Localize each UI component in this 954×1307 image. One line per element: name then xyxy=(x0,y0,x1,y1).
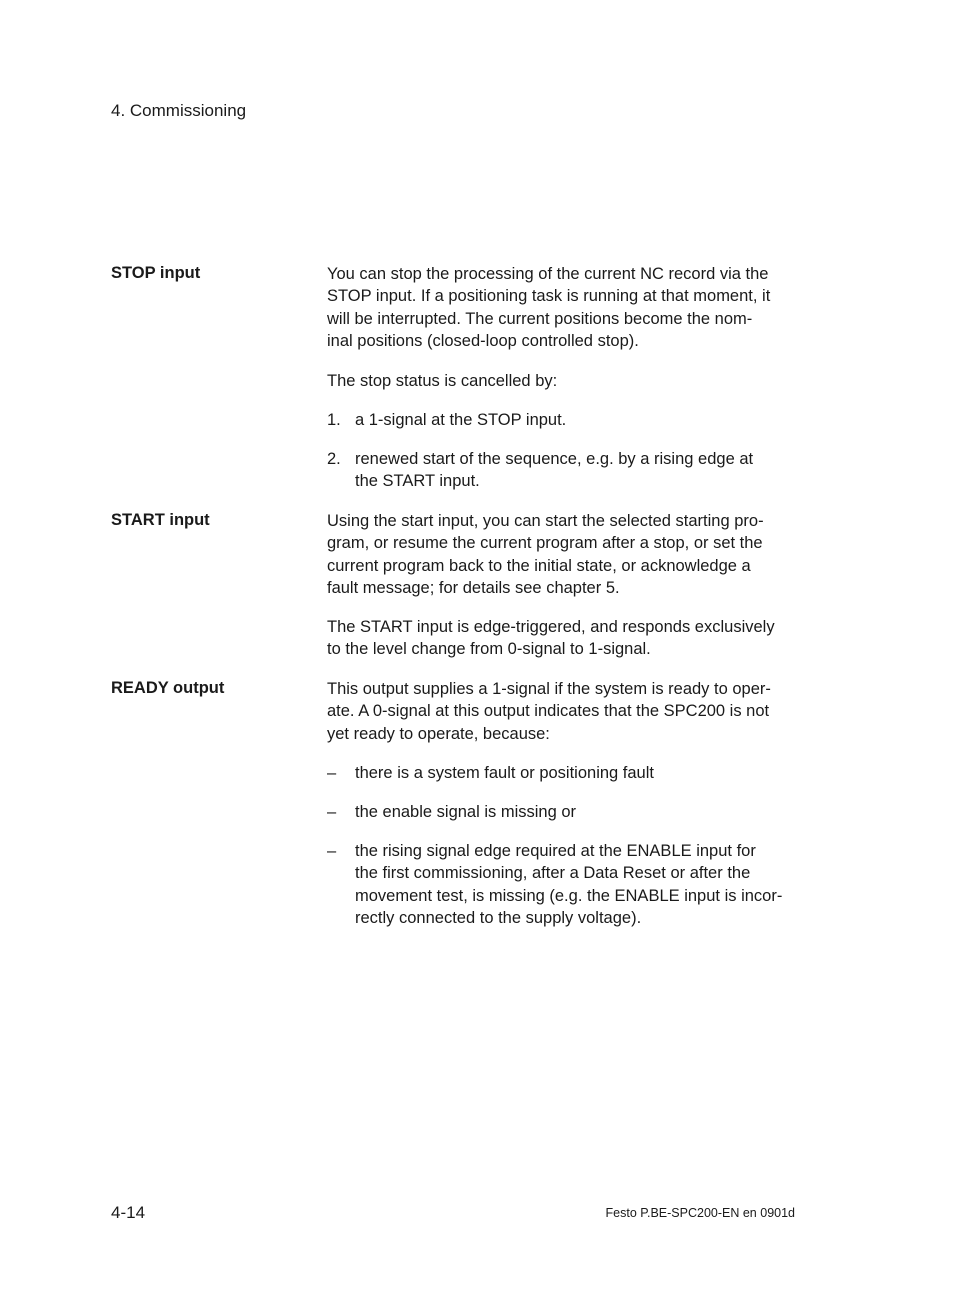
list-text xyxy=(355,448,807,493)
text-line: the rising signal edge required at the ENABLE input for xyxy=(355,842,756,860)
list-text xyxy=(355,840,807,930)
text-line: current program back to the initial state, or acknowledge a xyxy=(327,556,751,575)
list-marker: 1. xyxy=(327,411,341,429)
ready-output-heading: READY output xyxy=(111,679,225,697)
list-text: a 1-signal at the STOP input. xyxy=(355,411,567,429)
text-line: the START input. xyxy=(355,472,480,491)
start-edge-note xyxy=(327,616,807,661)
text-line: This output supplies a 1-signal if the system is ready to oper- xyxy=(327,680,771,698)
list-marker: – xyxy=(327,842,337,860)
list-item xyxy=(327,762,807,784)
list-item xyxy=(327,448,807,493)
stop-cancel-intro xyxy=(327,370,807,392)
text-line: Using the start input, you can start the selected starting pro- xyxy=(327,512,764,530)
stop-description xyxy=(327,263,807,353)
list-text: there is a system fault or positioning fault xyxy=(355,764,654,782)
list-item xyxy=(327,409,807,431)
text-line: The stop status is cancelled by: xyxy=(327,372,558,390)
text-line: will be interrupted. The current positions become the nom- xyxy=(327,309,753,328)
start-input-heading: START input xyxy=(111,511,210,529)
text-line: ate. A 0-signal at this output indicates that the SPC200 is not xyxy=(327,702,770,721)
list-item xyxy=(327,801,807,823)
list-marker: – xyxy=(327,764,337,782)
start-description xyxy=(327,510,807,600)
document-id: Festo P.BE-SPC200-EN en 0901d xyxy=(605,1206,795,1220)
list-marker: 2. xyxy=(327,450,341,468)
text-line: rectly connected to the supply voltage). xyxy=(355,909,642,928)
page-number: 4-14 xyxy=(111,1203,146,1222)
text-line: STOP input. If a positioning task is running at that moment, it xyxy=(327,287,771,306)
text-line: The START input is edge-triggered, and responds exclusively xyxy=(327,618,775,636)
text-line: the first commissioning, after a Data Reset or after the xyxy=(355,864,751,883)
text-line: You can stop the processing of the current NC record via the xyxy=(327,265,769,283)
text-line: to the level change from 0-signal to 1-signal. xyxy=(327,640,651,659)
list-marker: – xyxy=(327,803,337,821)
list-item xyxy=(327,840,807,930)
text-line: fault message; for details see chapter 5. xyxy=(327,579,620,598)
text-line: renewed start of the sequence, e.g. by a rising edge at xyxy=(355,450,754,468)
text-line: gram, or resume the current program after a stop, or set the xyxy=(327,534,763,553)
stop-input-heading: STOP input xyxy=(111,264,201,282)
list-text: the enable signal is missing or xyxy=(355,803,577,821)
text-line: inal positions (closed-loop controlled stop). xyxy=(327,332,639,351)
text-line: movement test, is missing (e.g. the ENABLE input is incor- xyxy=(355,886,783,905)
chapter-header: 4. Commissioning xyxy=(111,101,247,120)
ready-description xyxy=(327,678,807,745)
text-line: yet ready to operate, because: xyxy=(327,724,550,743)
